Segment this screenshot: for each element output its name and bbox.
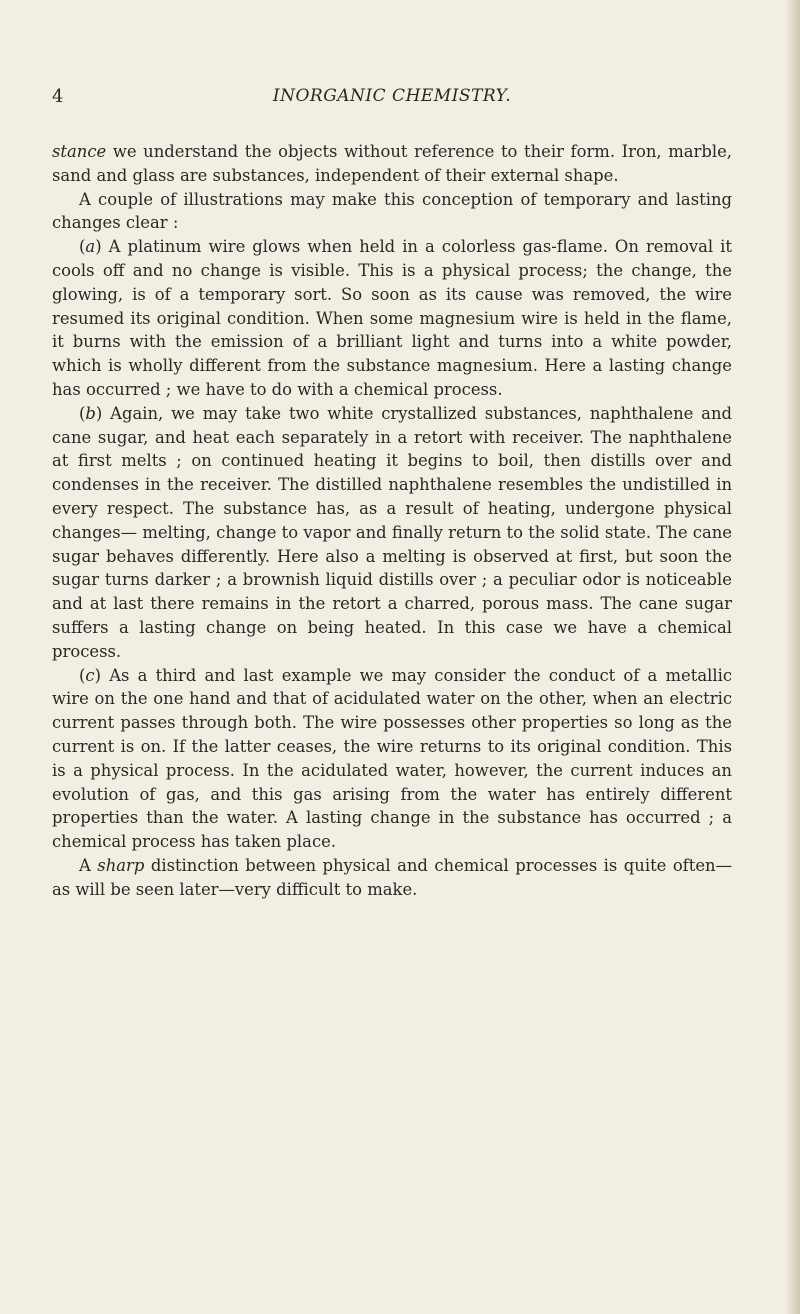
marker-close: )	[95, 237, 109, 257]
paragraph-2	[52, 188, 732, 236]
marker-close: )	[95, 403, 111, 423]
paragraph-text: A couple of illustrations may make this conception of temporary and lasting changes clear :	[52, 189, 732, 233]
paragraph-conclusion	[52, 854, 732, 902]
paragraph-text: A platinum wire glows when held in a colorless gas-flame. On removal it cools off and no change is visible. This is a physical process; the change, the glowing, is of a temporary sort. So soon as its cause was removed, the wire resumed its original condition. When some magnesium wire is held in the flame, it burns with the emission of a brilliant light and turns into a white powder, which is wholly different from the substance magnesium. Here a lasting change has occurred ; we have to do with a chemical process.	[52, 237, 733, 399]
paragraph-text: we understand the objects without reference to their form. Iron, marble, sand and glass are substances, independent of their external shape.	[52, 142, 732, 185]
page-edge-shadow	[786, 0, 800, 1314]
paragraph-example-b	[52, 402, 732, 664]
marker-open: (	[79, 237, 86, 257]
example-marker: c	[85, 665, 95, 685]
marker-close: )	[94, 665, 110, 685]
page-header	[52, 86, 732, 112]
italic-word: stance	[52, 142, 107, 161]
marker-open: (	[79, 403, 86, 423]
paragraph-example-a	[52, 235, 732, 402]
paragraph-text: distinction between physical and chemical processes is quite often—as will be seen later—very difficult to make.	[52, 855, 732, 899]
paragraph-example-c	[52, 664, 732, 854]
paragraph-lead: A	[79, 855, 98, 875]
italic-word: sharp	[97, 855, 145, 875]
paragraph-text: As a third and last example we may consider the conduct of a metallic wire on the one hand and that of acidulated water on the other, when an electric current passes through both. The wire possesses other properties so long as the current is on. If the latter ceases, the wire returns to its original condition. This is a physical process. In the acidulated water, however, the current induces an evolution of gas, and this gas arising from the water has entirely different properties than the water. A lasting change in the substance has occurred ; a chemical process has taken place.	[52, 665, 732, 852]
marker-open: (	[79, 665, 86, 685]
paragraph-1	[52, 140, 732, 188]
example-marker: b	[85, 403, 96, 423]
paragraph-text: Again, we may take two white crystallized substances, naphthalene and cane sugar, and heat each separately in a retort with receiver. The naphthalene at first melts ; on continued heating it begins to boil, then distills over and condenses in the receiver. The distilled naphthalene resembles the undistilled in every respect. The substance has, as a result of heating, undergone physical changes— melting, change to vapor and finally return to the solid state. The cane sugar behaves differently. Here also a melting is observed at first, but soon the sugar turns darker ; a brownish liquid distills over ; a peculiar odor is noticeable and at last there remains in the retort a charred, porous mass. The cane sugar suffers a lasting change on being heated. In this case we have a chemical process.	[52, 403, 732, 661]
running-title: INORGANIC CHEMISTRY.	[272, 86, 512, 106]
body-text	[52, 140, 732, 902]
example-marker: a	[85, 237, 96, 257]
page-number: 4	[52, 86, 64, 107]
